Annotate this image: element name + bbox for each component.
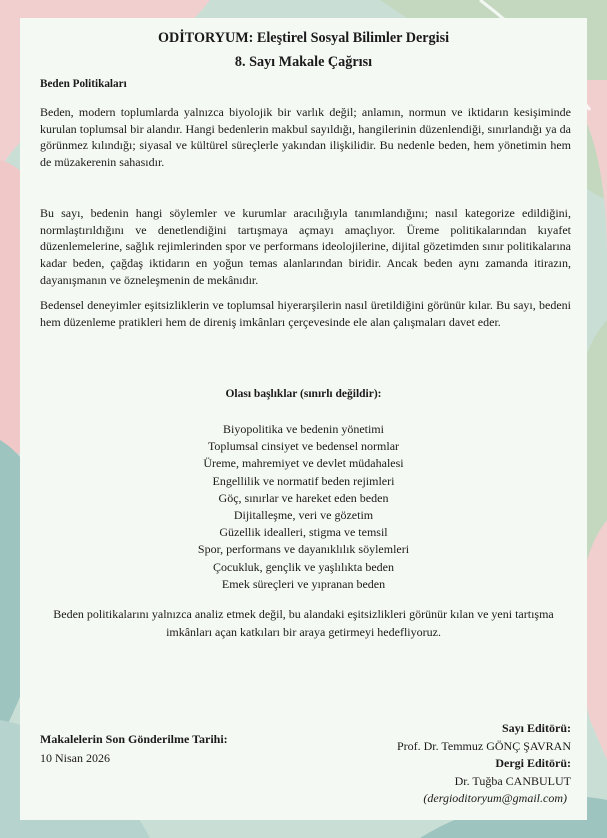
topic-item: Güzellik idealleri, stigma ve temsil (219, 525, 388, 540)
paragraph-invitation: Bedensel deneyimler eşitsizliklerin ve toplumsal hiyerarşilerin nasıl üretildiğini görünür kılar. Bu sayı, bedeni hem düzenleme pratikleri hem de direniş imkânları çerçevesinde ele alan çalışmaları davet eder. (40, 298, 571, 329)
issue-editor-name: Prof. Dr. Temmuz GÖNÇ ŞAVRAN (396, 738, 571, 753)
topic-item: Dijitalleşme, veri ve gözetim (233, 508, 374, 523)
paragraph-intro: Beden, modern toplumlarda yalnızca biyolojik bir varlık değil; anlamın, normun ve iktidarın kesişiminde kurulan toplumsal bir alandır. Hangi bedenlerin makbul sayıldığı, hangilerinin düzenlendiği, sınırlandığı ya da görünmez kılındığı; siyasal ve kültürel süreçlerle yakından ilişkilidir. Bu nedenle beden, hem yönetimin hem de müzakerenin sahasıdır. (40, 105, 571, 170)
journal-title: ODİTORYUM: Eleştirel Sosyal Bilimler Dergisi (157, 30, 450, 46)
issue-editor-label: Sayı Editörü: (501, 721, 571, 735)
deadline-date: 10 Nisan 2026 (40, 751, 110, 765)
journal-editor-label: Dergi Editörü: (495, 756, 571, 770)
topic-item: Engellilik ve normatif beden rejimleri (212, 473, 395, 488)
announcement-card (20, 18, 587, 820)
journal-editor-name: Dr. Tuğba CANBULUT (454, 773, 571, 788)
editors-block (397, 720, 571, 808)
topic-item: Biyopolitika ve bedenin yönetimi (223, 422, 384, 436)
topic-item: Göç, sınırlar ve hareket eden beden (218, 490, 389, 505)
topics-list (20, 421, 587, 593)
section-title: Beden Politikaları (40, 78, 127, 90)
contact-email[interactable]: (dergioditoryum@gmail.com) (423, 791, 567, 805)
topic-item: Çocukluk, gençlik ve yaşlılıkta beden (213, 559, 394, 574)
closing-statement: Beden politikalarını yalnızca analiz etmek değil, bu alandaki eşitsizlikleri görünür kılan ve yeni tartışma imkânları açan katkıları bir araya getirmeyi hedefliyoruz. (53, 607, 554, 639)
topic-item: Üreme, mahremiyet ve devlet müdahalesi (203, 456, 404, 471)
topic-item: Toplumsal cinsiyet ve bedensel normlar (207, 439, 400, 454)
topics-title: Olası başlıklar (sınırlı değildir): (225, 388, 382, 400)
call-title: 8. Sayı Makale Çağrısı (234, 54, 373, 70)
paragraph-scope: Bu sayı, bedenin hangi söylemler ve kurumlar aracılığıyla tanımlandığını; nasıl kategorize edildiğini, normlaştırıldığını ve denetlendiğini tartışmaya açmayı amaçlıyor. Üreme politikalarından kıyafet düzenlemelerine, sağlık rejimlerinden spor ve performans ideolojilerine, dijital gözetimden sınır politikalarına kadar beden, çağdaş iktidarın en yoğun temas alanlarından biridir. Ancak beden aynı zamanda itirazın, dayanışmanın ve özneleşmenin de mekânıdır. (40, 206, 571, 287)
deadline-label: Makalelerin Son Gönderilme Tarihi: (40, 732, 228, 746)
topic-item: Spor, performans ve dayanıklılık söylemleri (197, 542, 410, 557)
topic-item: Emek süreçleri ve yıpranan beden (221, 576, 386, 591)
